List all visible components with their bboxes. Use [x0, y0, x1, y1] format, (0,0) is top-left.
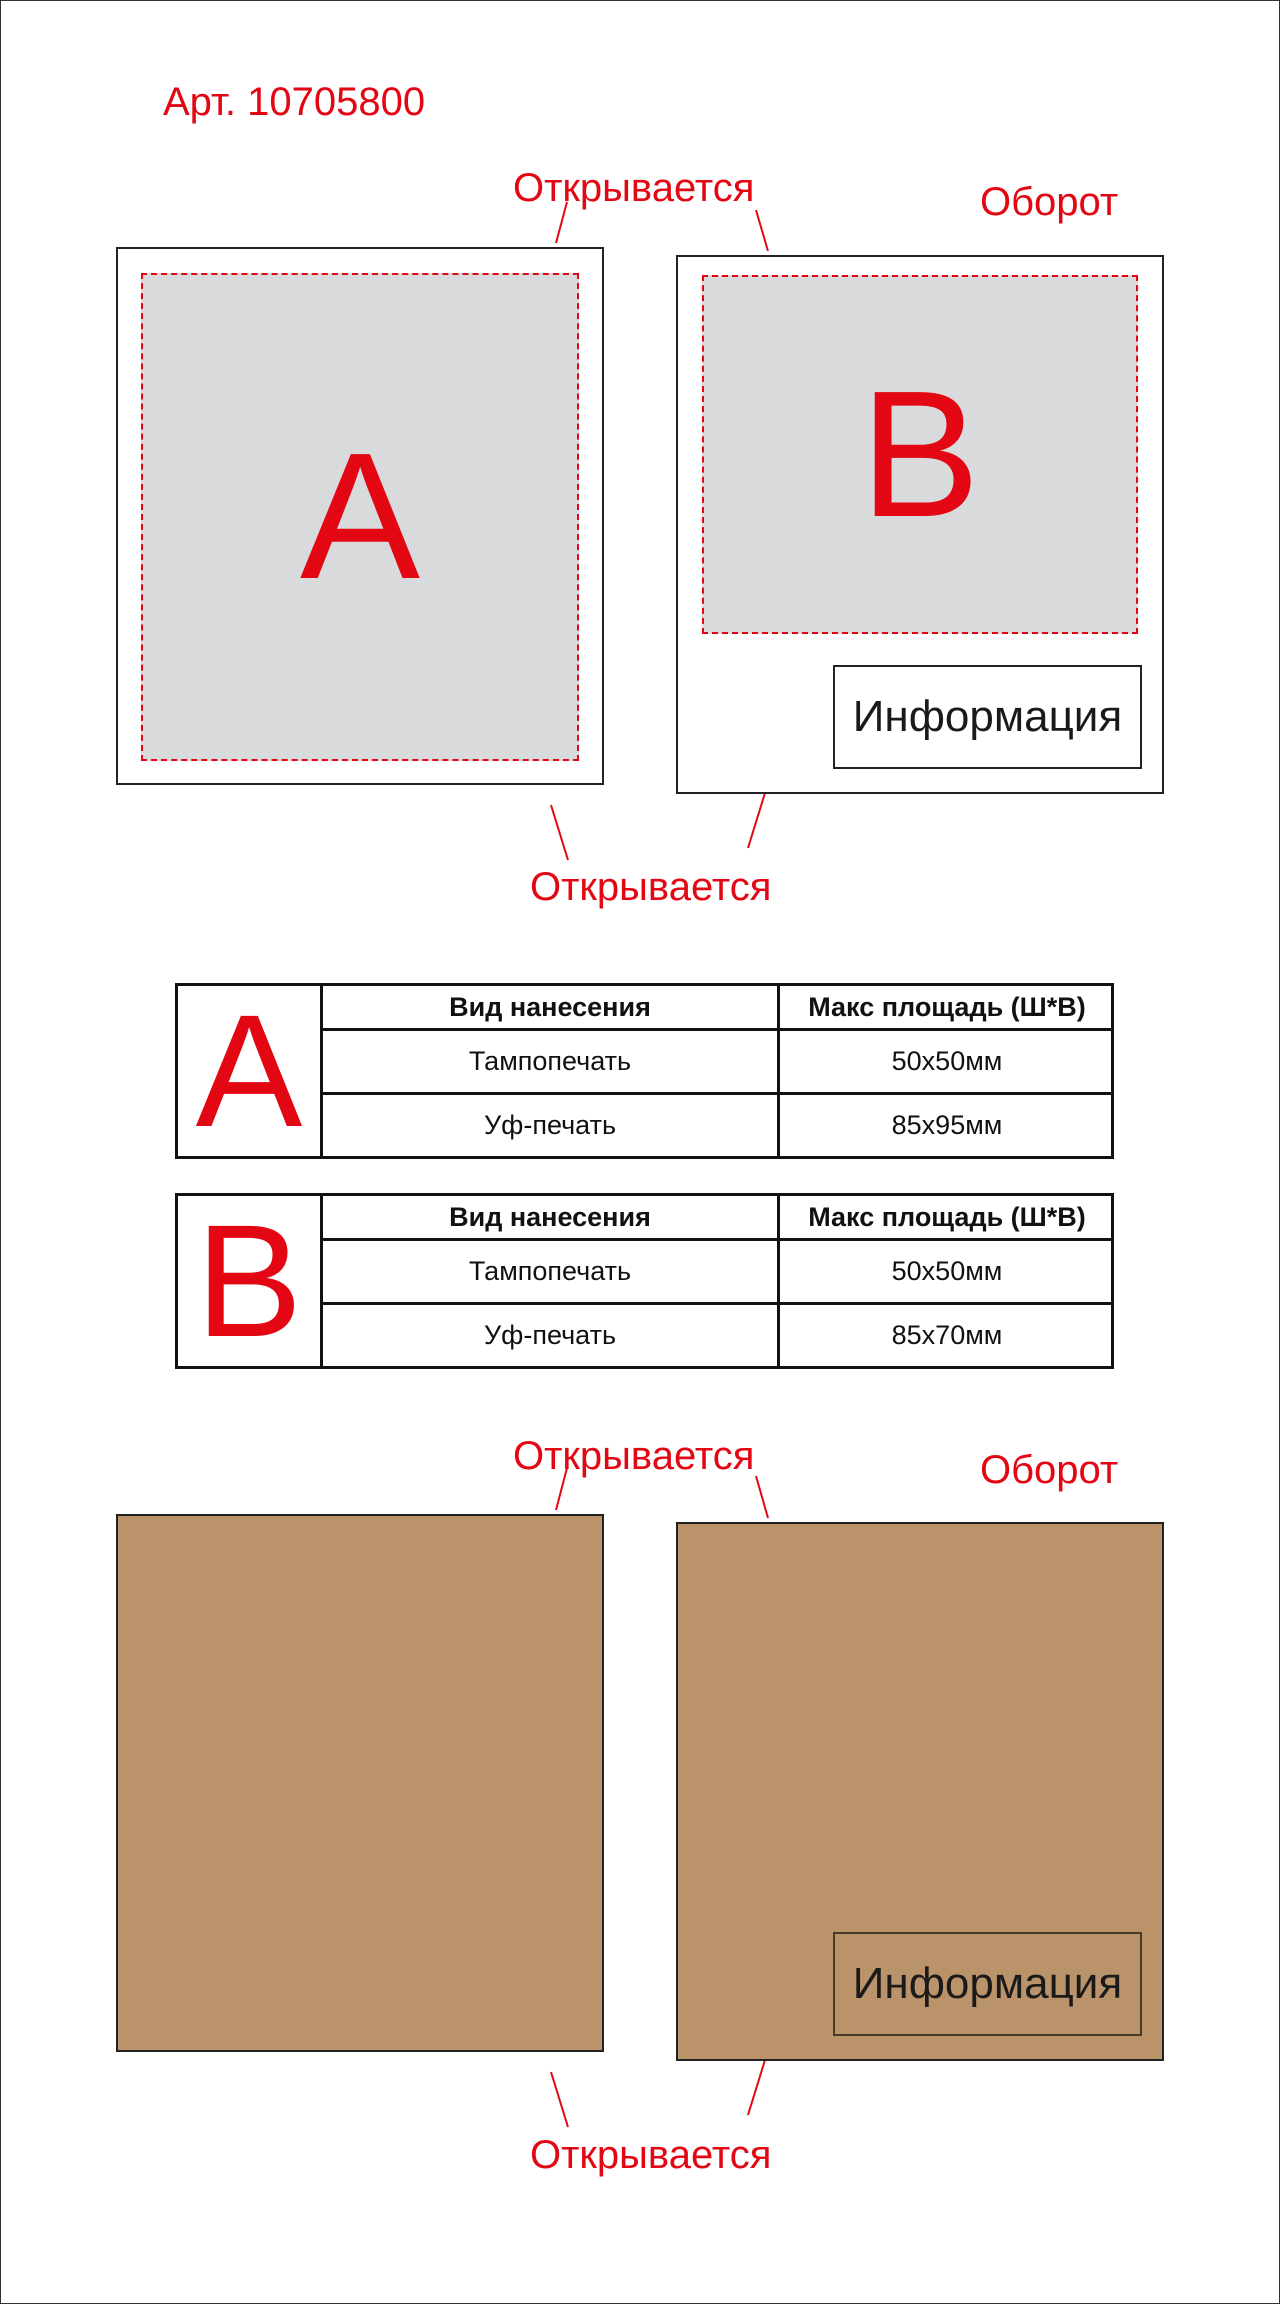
- kraft-panel-b: [676, 1522, 1164, 2061]
- back-label-top: Оборот: [980, 180, 1119, 224]
- print-area-b: [702, 275, 1138, 634]
- back-label-top: Оборот: [980, 1448, 1119, 1492]
- panel-a: [116, 247, 604, 785]
- column-header-method: Вид нанесения: [323, 1196, 780, 1241]
- leader-line: [748, 793, 765, 848]
- print-area-letter: B: [859, 353, 981, 555]
- column-header-method: Вид нанесения: [323, 986, 780, 1031]
- panel-b: [676, 255, 1164, 794]
- opens-label-bottom: Открывается: [530, 865, 772, 909]
- opens-label-bottom: Открывается: [530, 2133, 772, 2177]
- article-number: Арт. 10705800: [163, 80, 426, 124]
- opens-label-top: Открывается: [513, 166, 755, 210]
- table-cell-area: 85x95мм: [891, 1110, 1003, 1140]
- table-cell-method: Тампопечать: [323, 1241, 780, 1305]
- column-header-area: Макс площадь (Ш*В): [780, 986, 1114, 1031]
- leader-line: [551, 2072, 568, 2127]
- leader-line: [551, 805, 568, 860]
- spec-table-a: [175, 983, 1114, 1159]
- kraft-panel-a: [116, 1514, 604, 2052]
- leader-line: [756, 210, 768, 251]
- table-cell-method: Тампопечать: [323, 1031, 780, 1095]
- table-letter: B: [178, 1196, 323, 1366]
- print-area-a: [141, 273, 579, 761]
- table-cell-area: 85x70мм: [891, 1320, 1003, 1350]
- table-letter: A: [178, 986, 323, 1156]
- table-cell-area: 50x50мм: [780, 1241, 1114, 1305]
- info-box: Информация: [833, 1932, 1142, 2036]
- table-cell-method: Уф-печать: [323, 1095, 780, 1156]
- table-cell-method: Уф-печать: [323, 1305, 780, 1366]
- column-header-area: Макс площадь (Ш*В): [780, 1196, 1114, 1241]
- print-area-letter: A: [299, 416, 421, 617]
- leader-line: [748, 2060, 765, 2115]
- opens-label-top: Открывается: [513, 1434, 755, 1478]
- table-cell-area: 50x50мм: [780, 1031, 1114, 1095]
- spec-table-b: [175, 1193, 1114, 1369]
- info-box: Информация: [833, 665, 1142, 769]
- leader-line: [756, 1476, 768, 1518]
